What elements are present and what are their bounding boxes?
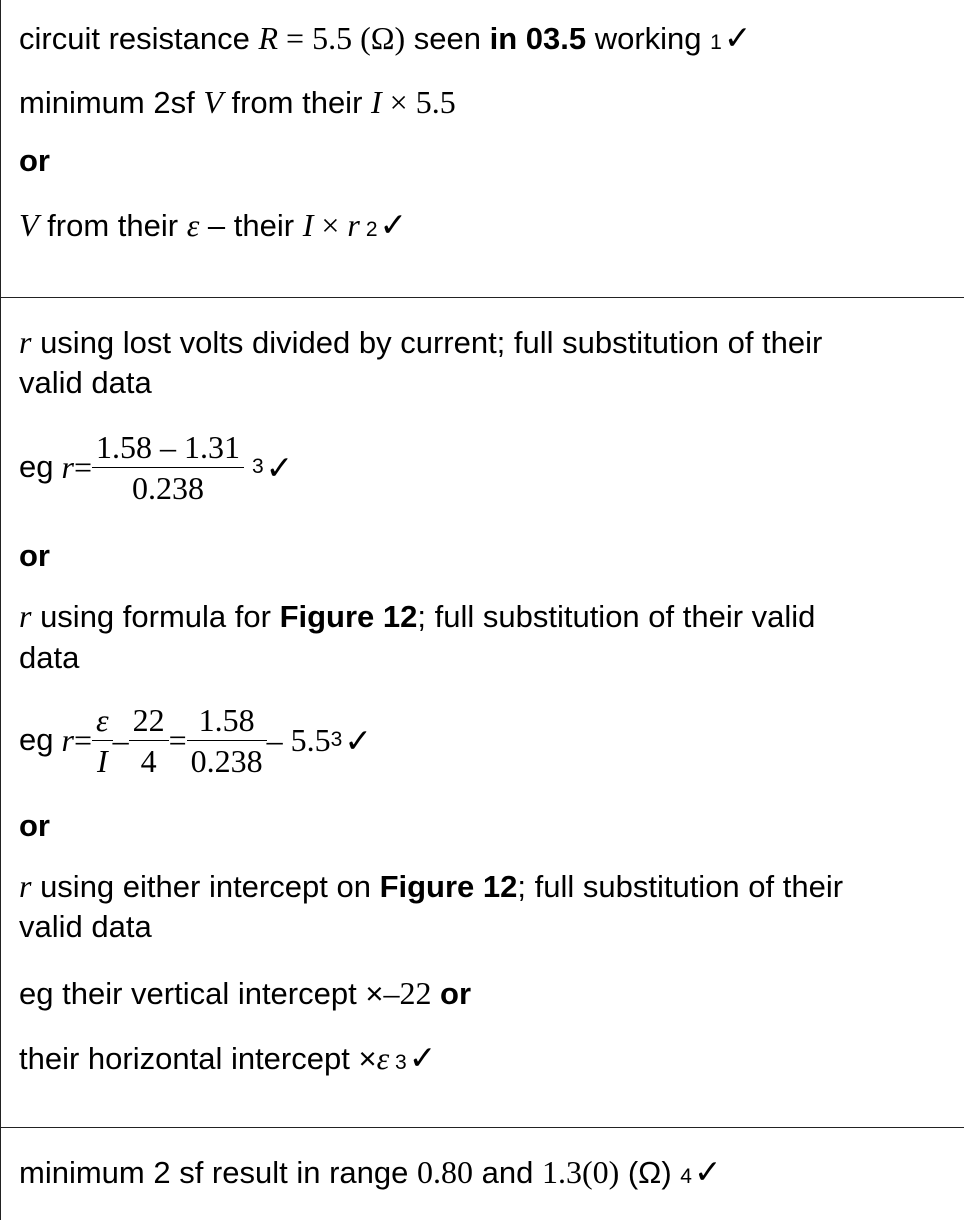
value: –22 bbox=[383, 975, 432, 1011]
mark-number: 1 bbox=[710, 31, 722, 54]
s2-or-1: or bbox=[19, 538, 50, 573]
s3-line-1 bbox=[19, 1154, 722, 1195]
s1-or: or bbox=[19, 143, 50, 178]
value-low: 0.80 bbox=[416, 1154, 473, 1190]
mark-number: 3 bbox=[251, 455, 264, 478]
var-r: r bbox=[19, 598, 32, 634]
equals-sign: = bbox=[73, 448, 92, 485]
text: – their bbox=[199, 208, 303, 243]
fraction bbox=[92, 427, 244, 508]
var-r: r bbox=[347, 207, 360, 243]
text: ; full substitution of their bbox=[517, 869, 844, 904]
times-sign: × bbox=[358, 1041, 377, 1076]
numerator: 1.58 bbox=[198, 701, 255, 738]
text: minimum 2 sf result in range bbox=[19, 1155, 417, 1190]
eg-label: eg bbox=[19, 449, 54, 484]
tick-icon: ✓ bbox=[379, 206, 408, 243]
text: eg their vertical intercept bbox=[19, 976, 366, 1011]
s2-equation-2 bbox=[19, 698, 372, 782]
mark-number: 3 bbox=[389, 1051, 407, 1074]
row-divider-2 bbox=[0, 1127, 964, 1128]
tick-icon: ✓ bbox=[408, 1039, 437, 1076]
var-R: R bbox=[258, 20, 279, 56]
text: minimum 2sf bbox=[19, 85, 204, 120]
var-r: r bbox=[19, 324, 32, 360]
minus-sign: – bbox=[112, 721, 129, 758]
equation-tail: – 5.5 bbox=[266, 721, 331, 758]
var-I: I bbox=[302, 207, 314, 243]
denominator: I bbox=[92, 740, 113, 781]
s2-line-8 bbox=[19, 1040, 436, 1081]
text: seen bbox=[405, 21, 490, 56]
denominator: 4 bbox=[129, 740, 169, 781]
tick-icon: ✓ bbox=[693, 1153, 722, 1190]
text: using either intercept on bbox=[31, 869, 380, 904]
or-bold: or bbox=[431, 976, 472, 1011]
text: ; full substitution of their valid bbox=[417, 599, 816, 634]
s2-line-2: valid data bbox=[19, 365, 152, 400]
s2-line-3 bbox=[19, 598, 815, 635]
var-r: r bbox=[19, 868, 32, 904]
times-sign: × bbox=[365, 976, 384, 1011]
var-V: V bbox=[19, 207, 39, 243]
eg-label: eg bbox=[19, 722, 54, 757]
s1-line-4 bbox=[19, 207, 407, 248]
value-high: 1.3(0) bbox=[541, 1154, 620, 1190]
fraction-values bbox=[187, 700, 267, 781]
tick-icon: ✓ bbox=[723, 19, 752, 56]
equation: = 5.5 (Ω) bbox=[278, 20, 406, 56]
mark-number: 4 bbox=[680, 1165, 692, 1188]
bold-ref: in 03.5 bbox=[489, 21, 587, 56]
var-I: I bbox=[371, 84, 382, 120]
s2-line-1 bbox=[19, 324, 822, 361]
var-V: V bbox=[203, 84, 223, 120]
text: using formula for bbox=[31, 599, 280, 634]
unit: (Ω) bbox=[619, 1155, 681, 1190]
s2-line-4: data bbox=[19, 640, 80, 675]
text: circuit resistance bbox=[19, 21, 259, 56]
var-epsilon: ε bbox=[186, 207, 200, 243]
s1-line-2 bbox=[19, 84, 456, 121]
text: their horizontal intercept bbox=[19, 1041, 359, 1076]
var-r: r bbox=[61, 721, 74, 758]
s2-line-6: valid data bbox=[19, 909, 152, 944]
s2-line-7 bbox=[19, 975, 471, 1012]
s2-equation-1 bbox=[19, 425, 293, 509]
var-r: r bbox=[61, 448, 74, 485]
numerator: ε bbox=[95, 701, 109, 738]
s2-or-2: or bbox=[19, 808, 50, 843]
fraction-eps-over-I bbox=[92, 700, 113, 781]
fraction-22-over-4 bbox=[129, 700, 169, 781]
tick-icon: ✓ bbox=[265, 448, 294, 486]
denominator: 0.238 bbox=[92, 467, 244, 508]
text: using lost volts divided by current; full substitution of their bbox=[31, 325, 823, 360]
row-divider-1 bbox=[0, 297, 964, 298]
bold-ref: Figure 12 bbox=[279, 599, 418, 634]
numerator: 1.58 – 1.31 bbox=[95, 428, 240, 465]
text: from their bbox=[38, 208, 187, 243]
text: working bbox=[586, 21, 711, 56]
text: and bbox=[472, 1155, 542, 1190]
s1-line-1 bbox=[19, 20, 752, 61]
times-sign: × bbox=[313, 207, 348, 243]
denominator: 0.238 bbox=[187, 740, 267, 781]
mark-number: 3 bbox=[330, 728, 343, 751]
equals-sign: = bbox=[73, 721, 92, 758]
var-epsilon: ε bbox=[376, 1040, 390, 1076]
mark-number: 2 bbox=[365, 218, 378, 241]
tick-icon: ✓ bbox=[344, 721, 372, 759]
table-left-border bbox=[0, 0, 1, 1220]
equals-sign: = bbox=[168, 721, 187, 758]
s2-line-5 bbox=[19, 868, 843, 905]
text: from their bbox=[222, 85, 372, 120]
bold-ref: Figure 12 bbox=[379, 869, 518, 904]
numerator: 22 bbox=[132, 701, 165, 738]
equation: × 5.5 bbox=[381, 84, 456, 120]
